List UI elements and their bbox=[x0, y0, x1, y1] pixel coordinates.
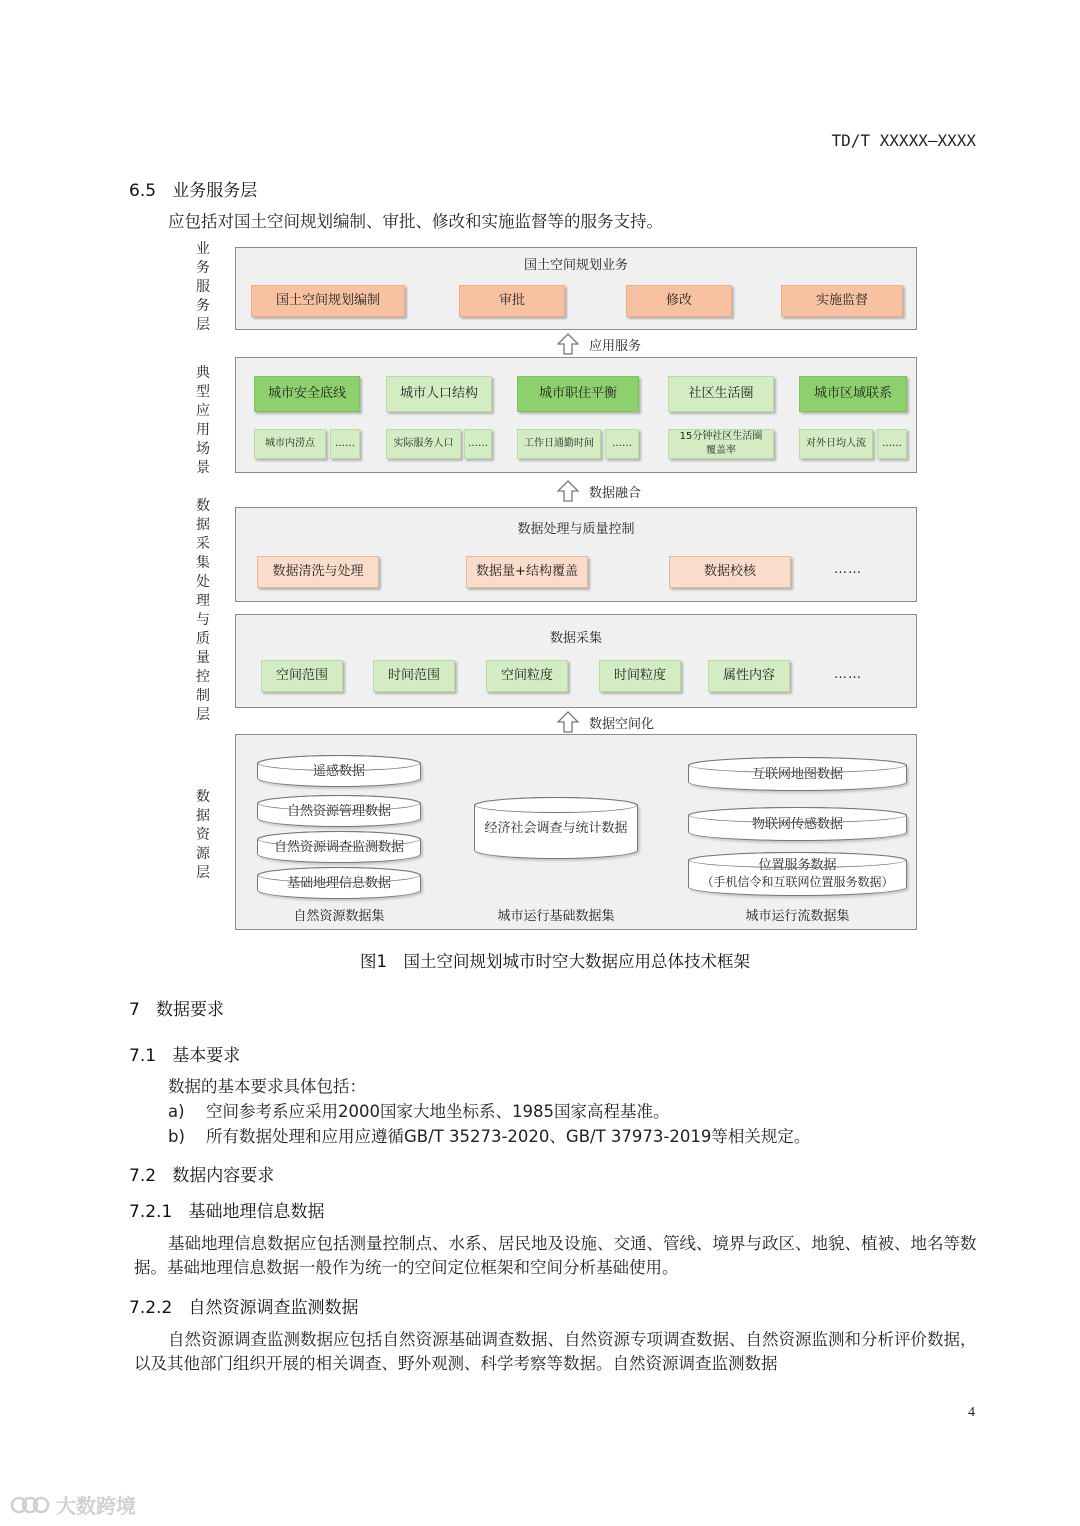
db-natural-management: 自然资源管理数据 bbox=[257, 795, 421, 827]
db-socioeconomic: 经济社会调查与统计数据 bbox=[474, 797, 638, 859]
collection-item-2: 时间范围 bbox=[373, 660, 455, 692]
scenario-more-1: …… bbox=[330, 429, 360, 459]
business-item-supervise: 实施监督 bbox=[781, 285, 903, 317]
scenario-sub-1: 城市内涝点 bbox=[254, 429, 326, 459]
list-marker: a) bbox=[168, 1102, 185, 1121]
vlabel-scenario: 典 型 应 用 场 景 bbox=[196, 365, 210, 476]
section-7-2-1-heading bbox=[129, 1197, 324, 1222]
scenario-sub-3: 工作日通勤时间 bbox=[517, 429, 601, 459]
collection-layer-title: 数据采集 bbox=[549, 631, 602, 646]
business-item-modify: 修改 bbox=[626, 285, 732, 317]
page-number: 4 bbox=[968, 1405, 975, 1420]
resource-layer bbox=[235, 734, 917, 930]
section-number: 7.2.2 bbox=[129, 1298, 173, 1318]
section-number: 7.2 bbox=[129, 1166, 157, 1186]
basic-dataset-label: 城市运行基础数据集 bbox=[497, 909, 615, 924]
section-number: 6.5 bbox=[129, 181, 157, 201]
section-7-2-heading bbox=[129, 1161, 274, 1186]
scenario-title-2: 城市人口结构 bbox=[386, 376, 492, 412]
list-item bbox=[168, 1100, 669, 1124]
section-title: 业务服务层 bbox=[172, 181, 258, 201]
figure-caption: 图1 国土空间规划城市时空大数据应用总体技术框架 bbox=[360, 952, 750, 971]
scenario-title-3: 城市职住平衡 bbox=[517, 376, 639, 412]
watermark-logo-icon bbox=[10, 1493, 50, 1517]
section-7-1-intro: 数据的基本要求具体包括： bbox=[168, 1077, 366, 1096]
db-location-service bbox=[688, 852, 907, 896]
section-title: 数据内容要求 bbox=[172, 1166, 275, 1186]
section-7-2-2-text: 自然资源调查监测数据应包括自然资源基础调查数据、自然资源专项调查数据、自然资源监测和分析评价数据，以及其他部门组织开展的相关调查、野外观测、科学考察等数据。自然资源调查监测数据 bbox=[134, 1330, 977, 1373]
processing-more: …… bbox=[834, 562, 862, 577]
watermark bbox=[10, 1490, 136, 1519]
scenario-layer bbox=[235, 357, 917, 473]
up-arrow-icon bbox=[557, 480, 579, 502]
list-text: 空间参考系应采用2000国家大地坐标系、1985国家高程基准。 bbox=[206, 1102, 670, 1121]
processing-item-coverage: 数据量+结构覆盖 bbox=[466, 556, 588, 588]
business-item-compile: 国土空间规划编制 bbox=[251, 285, 405, 317]
vlabel-resource: 数 据 资 源 层 bbox=[196, 789, 210, 881]
arrow-label: 数据空间化 bbox=[589, 716, 655, 732]
section-title: 自然资源调查监测数据 bbox=[188, 1298, 359, 1318]
section-title: 基础地理信息数据 bbox=[188, 1202, 325, 1222]
processing-layer-title: 数据处理与质量控制 bbox=[517, 522, 635, 537]
scenario-title-1: 城市安全底线 bbox=[254, 376, 360, 412]
db-natural-survey: 自然资源调查监测数据 bbox=[257, 831, 421, 863]
db-location-title: 位置服务数据 bbox=[758, 858, 837, 873]
db-remote-sensing: 遥感数据 bbox=[257, 755, 421, 787]
processing-item-verify: 数据校核 bbox=[669, 556, 791, 588]
business-layer-title: 国土空间规划业务 bbox=[523, 258, 628, 273]
scenario-sub-5: 对外日均人流 bbox=[799, 429, 873, 459]
up-arrow-icon bbox=[557, 333, 579, 355]
collection-more: …… bbox=[834, 667, 862, 682]
db-internet-map: 互联网地图数据 bbox=[688, 757, 907, 791]
scenario-title-5: 城市区域联系 bbox=[799, 376, 907, 412]
collection-layer bbox=[235, 614, 917, 708]
document-code: TD/T XXXXX—XXXX bbox=[831, 131, 976, 150]
collection-item-5: 属性内容 bbox=[708, 660, 790, 692]
section-title: 数据要求 bbox=[156, 1000, 225, 1020]
vlabel-collect: 数 据 采 集 处 理 与 质 量 控 制 层 bbox=[196, 498, 210, 723]
processing-layer bbox=[235, 507, 917, 602]
scenario-sub-4: 15分钟社区生活圈覆盖率 bbox=[668, 429, 774, 459]
section-7-heading bbox=[129, 995, 224, 1020]
list-marker: b) bbox=[168, 1127, 185, 1146]
collection-item-3: 空间粒度 bbox=[486, 660, 568, 692]
flow-dataset-label: 城市运行流数据集 bbox=[745, 909, 850, 924]
section-title: 基本要求 bbox=[172, 1046, 241, 1066]
scenario-title-4: 社区生活圈 bbox=[668, 376, 774, 412]
processing-item-clean: 数据清洗与处理 bbox=[257, 556, 379, 588]
scenario-more-3: …… bbox=[605, 429, 639, 459]
section-number: 7.1 bbox=[129, 1046, 157, 1066]
natural-dataset-label: 自然资源数据集 bbox=[293, 909, 385, 924]
collection-item-1: 空间范围 bbox=[261, 660, 343, 692]
vlabel-business: 业 务 服 务 层 bbox=[196, 241, 210, 333]
arrow-label: 数据融合 bbox=[589, 485, 642, 501]
section-7-2-2-heading bbox=[129, 1293, 358, 1318]
section-number: 7.2.1 bbox=[129, 1202, 173, 1222]
db-iot-sensor: 物联网传感数据 bbox=[688, 807, 907, 841]
arrow-data-spatialization bbox=[557, 711, 654, 733]
section-number: 7 bbox=[129, 1000, 140, 1020]
up-arrow-icon bbox=[557, 711, 579, 733]
scenario-sub-2: 实际服务人口 bbox=[386, 429, 461, 459]
section-6-5-heading bbox=[129, 176, 257, 201]
arrow-application-service bbox=[557, 333, 641, 355]
collection-item-4: 时间粒度 bbox=[599, 660, 681, 692]
db-basic-geo: 基础地理信息数据 bbox=[257, 867, 421, 899]
list-text: 所有数据处理和应用应遵循GB/T 35273-2020、GB/T 37973-2019等相关规定。 bbox=[206, 1127, 811, 1146]
section-7-2-1-text: 基础地理信息数据应包括测量控制点、水系、居民地及设施、交通、管线、境界与政区、地貌、植被、地名等数据。基础地理信息数据一般作为统一的空间定位框架和空间分析基础使用。 bbox=[134, 1234, 977, 1277]
arrow-data-fusion bbox=[557, 480, 641, 502]
scenario-more-2: …… bbox=[464, 429, 492, 459]
business-item-approve: 审批 bbox=[459, 285, 565, 317]
section-6-5-text: 应包括对国土空间规划编制、审批、修改和实施监督等的服务支持。 bbox=[168, 212, 663, 231]
section-7-1-heading bbox=[129, 1041, 240, 1066]
business-layer bbox=[235, 247, 917, 330]
db-location-subtitle: （手机信令和互联网位置服务数据） bbox=[701, 875, 894, 889]
arrow-label: 应用服务 bbox=[589, 338, 642, 354]
scenario-more-5: …… bbox=[877, 429, 907, 459]
watermark-text: 大数跨境 bbox=[56, 1494, 136, 1518]
list-item bbox=[168, 1125, 810, 1149]
